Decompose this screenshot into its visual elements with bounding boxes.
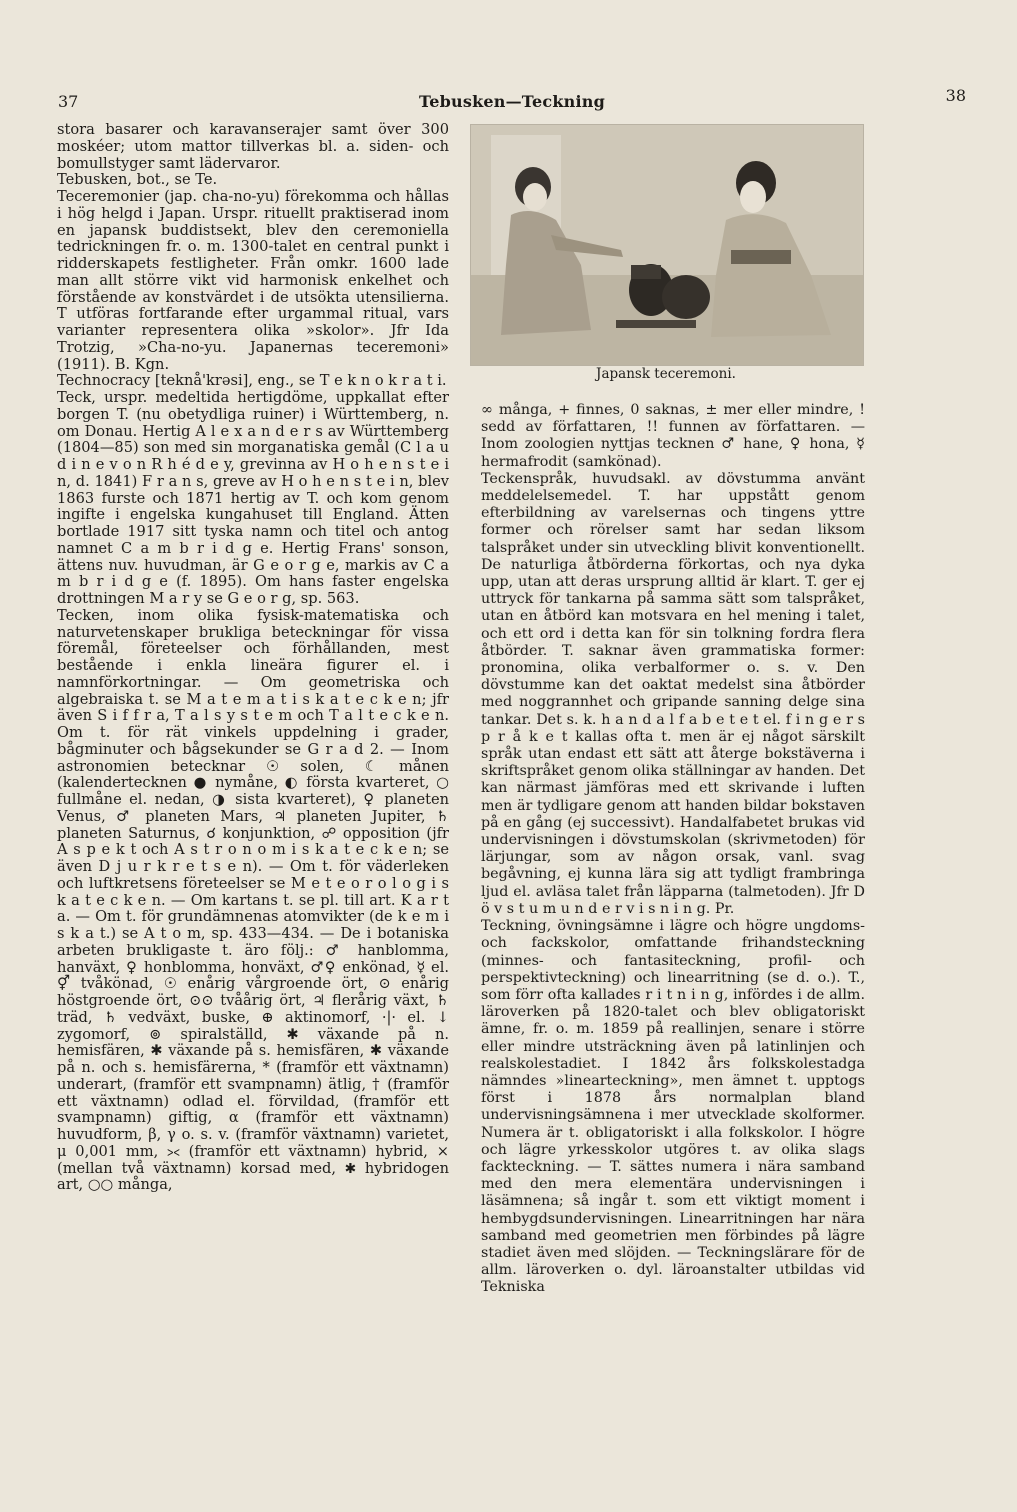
entry-tebusken: Tebusken, bot., se Te. xyxy=(57,171,218,189)
photo-caption: Japansk teceremoni. xyxy=(596,366,736,382)
page-header xyxy=(58,86,966,116)
photo-illustration xyxy=(471,125,863,365)
entry-tecken-continued: ∞ många, + finnes, 0 saknas, ± mer eller mindre, ! sedd av författaren, !! funnen av författaren. — Inom zoologien nyttjas tecknen ♂ hane, ♀ hona, ☿ hermafrodit (samkönad). xyxy=(481,402,865,470)
entry-technocracy: Technocracy [teknå'krəsi], eng., se T e k n o k r a t i. xyxy=(57,372,447,390)
page-number-right: 38 xyxy=(945,86,966,105)
left-column xyxy=(57,122,449,1194)
tea-ceremony-photo xyxy=(470,124,864,366)
entry-teckning: Teckning, övningsämne i lägre och högre ungdoms- och fackskolor, omfattande frihandsteckning (minnes- och fantasiteckning, profil- och perspektivteckning) och linearritning (se d. o.). T., som förr ofta kallades r i t n i n g, infördes i de allm. läroverken på 1820-talet och blev obligatoriskt ämne, fr. o. m. 1859 på reallinjen, senare i större eller mindre utsträckning även på latinlinjen och realskolestadiet. I 1842 års folkskolestadga nämndes »linearteckning», men ämnet t. upptogs först i 1878 års normalplan bland undervisningsämnena i mer utvecklade skolformer. Numera är t. obligatoriskt i alla folkskolor. I högre och lägre yrkesskolor utgöres t. av olika slags fackteckning. — T. sättes numera i nära samband med den mera elementära undervisningen i läsämnena; så ingår t. som ett viktigt moment i hembygdsundervisningen. Linearritningen har nära samband med geometrien men förbindes på lägre stadiet även med slöjden. — Teckningslärare för de allm. läroverken o. dyl. läroanstalter utbildas vid Tekniska xyxy=(481,918,865,1296)
right-column xyxy=(481,402,865,1297)
entry-tecken: Tecken, inom olika fysisk-matematiska och naturvetenskaper brukliga beteckningar för vissa föremål, företeelser och förhållanden, mest bestående i enkla lineära figurer el. i namnförkortningar. — Om geometriska och algebraiska t. se M a t e m a t i s k a t e c k e n; jfr även S i f f r a, T a l s y s t e m och T a l t e c k e n. Om t. för rät vinkels uppdelning i grader, bågminuter och bågsekunder se G r a d 2. — Inom astronomien betecknar ☉ solen, ☾ månen (kalendertecknen ● nymåne, ◐ första kvarteret, ○ fullmåne el. nedan, ◑ sista kvarteret), ♀ planeten Venus, ♂ planeten Mars, ♃ planeten Jupiter, ♄ planeten Saturnus, ☌ konjunktion, ☍ opposition (jfr A s p e k t och A s t r o n o m i s k a t e c k e n; se även D j u r k r e t s e n). — Om t. för väderleken och luftkretsens företeelser se M e t e o r o l o g i s k a t e c k e n. — Om kartans t. se pl. till art. K a r t a. — Om t. för grundämnenas atomvikter (de k e m i s k a t.) se A t o m, sp. 433—434. — De i botaniska arbeten brukligaste t. äro följ.: ♂ hanblomma, hanväxt, ♀ honblomma, honväxt, ♂♀ enkönad, ☿ el. ⚥ tvåkönad, ☉ enårig vårgroende ört, ⊙ enårig höstgroende ört, ⊙⊙ tvåårig ört, ♃ flerårig växt, ♄ träd, ♄ vedväxt, buske, ⊕ aktinomorf, ·|· el. ↓ zygomorf, ⊚ spiralställd, ✱ växande på n. hemisfären, ✱ växande på s. hemisfären, ✱ växande på n. och s. hemisfärerna, * (framför ett växtnamn) underart, (framför ett svampnamn) ätlig, † (framför ett växtnamn) odlad el. förvildad, (framför ett svampnamn) giftig, α (framför ett växtnamn) huvudform, β, γ o. s. v. (framför växtnamn) varietet, μ 0,001 mm, ⪥ (framför ett växtnamn) hybrid, × (mellan två växtnamn) korsad med, ✱ hybridogen art, ○○ många, xyxy=(57,606,449,1194)
page-number-left: 37 xyxy=(58,92,79,111)
entry-teck: Teck, urspr. medeltida hertigdöme, uppkallat efter borgen T. (nu obetydliga ruiner) i Württemberg, n. om Donau. Hertig A l e x a n d e r s av Württemberg (1804—85) son med sin morganatiska gemål (C l a u d i n e v o n R h é d e y, grevinna av H o h e n s t e i n, d. 1841) F r a n s, greve av H o h e n s t e i n, blev 1863 furste och 1871 hertig av T. och kom genom ingifte i engelska kungahuset till England. Ätten bortlade 1917 sitt tyska namn och titel och antog namnet C a m b r i d g e. Hertig Frans' sonson, ättens nuv. huvudman, är G e o r g e, markis av C a m b r i d g e (f. 1895). Om hans faster engelska drottningen M a r y se G e o r g, sp. 563. xyxy=(57,389,449,607)
running-title: Tebusken—Teckning xyxy=(419,92,605,111)
entry-basarer: stora basarer och karavanserajer samt över 300 moskéer; utom mattor tillverkas bl. a. siden- och bomullstyger samt lädervaror. xyxy=(57,121,449,172)
entry-teceremonier: Teceremonier (jap. cha-no-yu) förekomma och hållas i hög helgd i Japan. Urspr. rituellt praktiserad inom en japansk buddistsekt, blev den ceremoniella tedrickningen fr. o. m. 1300-talet en central punkt i ridderskapets festligheter. Från omkr. 1600 lade man allt större vikt vid harmonisk enkelhet och förstående av konstvärdet i de utsökta utensilierna. T utföras fortfarande efter urgammal ritual, vars varianter representera olika »skolor». Jfr Ida Trotzig, »Cha-no-yu. Japanernas teceremoni» (1911). B. Kgn. xyxy=(57,188,449,373)
entry-teckensprak: Teckenspråk, huvudsakl. av dövstumma använt meddelelsemedel. T. har uppstått genom efterbildning av varelsernas och tingens yttre former och rörelser samt har sedan liksom talspråket under sin utveckling blivit konventionellt. De naturliga åtbörderna förkortas, och nya dyka upp, utan att deras ursprung alltid är klart. T. ger ej uttryck för tankarna på samma sätt som talspråket, utan en åtbörd kan motsvara en hel mening i talet, och ett ord i detta kan för sin tolkning fordra flera åtbörder. T. saknar även grammatiska former: pronomina, olika verbalformer o. s. v. Den dövstumme kan det oaktat medelst sina åtbörder med noggrannhet och gripande sanning delge sina tankar. Det s. k. h a n d a l f a b e t e t el. f i n g e r s p r å k e t kallas ofta t. men är ej något särskilt språk utan endast ett sätt att återge bokstäverna i skriftspråket genom olika ställningar av handen. Det kan närmast jämföras med ett skrivande i luften men är tydligare genom att handen bildar bokstaven på en gång (ej successivt). Handalfabetet brukas vid undervisningen i dövstumskolan (skrivmetoden) för lärjungar, som av någon orsak, vanl. svag begåvning, ej kunna lära sig att tydligt frambringa ljud el. avläsa talet från läpparna (talmetoden). Jfr D ö v s t u m u n d e r v i s n i n g. Pr. xyxy=(481,470,865,917)
